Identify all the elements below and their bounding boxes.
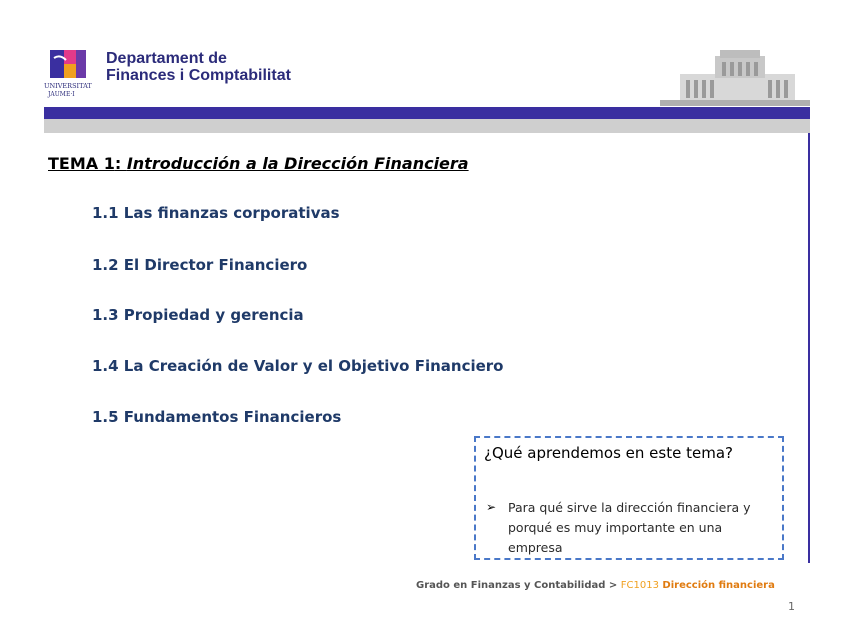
footer-separator: > [608, 580, 618, 591]
callout-question: ¿Qué aprendemos en este tema? [484, 444, 733, 462]
header-gray-bar [44, 119, 810, 133]
footer-degree: Grado en Finanzas y Contabilidad [416, 580, 606, 591]
right-vertical-rule [808, 133, 810, 563]
footer [416, 580, 775, 591]
university-name-line2: JAUME·I [48, 91, 75, 98]
learning-callout-box [474, 436, 784, 560]
toc-item-1-1: 1.1 Las finanzas corporativas [92, 204, 340, 222]
department-line-1: Departament de [106, 50, 227, 67]
department-line-2: Finances i Comptabilitat [106, 67, 291, 84]
footer-course-name: Dirección financiera [662, 580, 775, 591]
footer-course-code: FC1013 [620, 580, 659, 591]
department-name [106, 50, 291, 84]
title-prefix: TEMA 1 [48, 154, 115, 173]
slide-title [48, 154, 469, 173]
arrow-bullet-icon: ➢ [486, 500, 497, 514]
toc-item-1-2: 1.2 El Director Financiero [92, 256, 308, 274]
toc-item-1-4: 1.4 La Creación de Valor y el Objetivo Financiero [92, 357, 504, 375]
page-number: 1 [788, 600, 795, 613]
toc-item-1-3: 1.3 Propiedad y gerencia [92, 306, 304, 324]
university-logo [44, 48, 100, 104]
title-colon: : [114, 154, 127, 173]
building-image [660, 44, 810, 106]
header-blue-bar [44, 107, 810, 119]
toc-item-1-5: 1.5 Fundamentos Financieros [92, 408, 342, 426]
title-subject: Introducción a la Dirección Financiera [126, 154, 469, 173]
callout-bullet-text: Para qué sirve la dirección financiera y porqué es muy importante en una empresa [508, 500, 751, 555]
university-name-line1: UNIVERSITAT [44, 82, 92, 90]
